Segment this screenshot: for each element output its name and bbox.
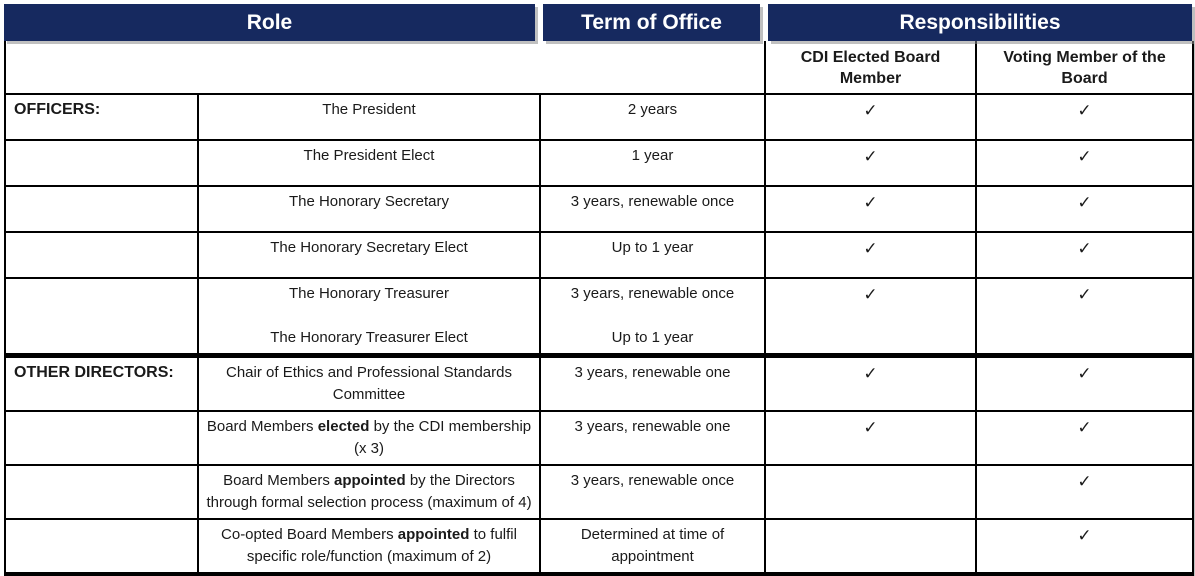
- cdi-elected-check-cell: ✓: [765, 278, 976, 356]
- term-cell: Determined at time of appointment: [540, 519, 765, 574]
- term-cell: 3 years, renewable once: [540, 186, 765, 232]
- cdi-elected-check-cell: ✓: [765, 94, 976, 140]
- voting-member-check-cell: ✓: [976, 411, 1193, 465]
- role-cell: The Honorary Treasurer The Honorary Treasurer Elect: [198, 278, 540, 356]
- header-term-of-office: Term of Office: [543, 4, 760, 41]
- term-cell: 2 years: [540, 94, 765, 140]
- cdi-elected-check-cell: ✓: [765, 186, 976, 232]
- section-label-cell: OFFICERS:: [5, 94, 198, 140]
- header-role: Role: [4, 4, 535, 41]
- voting-member-check-cell: ✓: [976, 232, 1193, 278]
- voting-member-check-cell: ✓: [976, 356, 1193, 412]
- role-cell: The Honorary Secretary Elect: [198, 232, 540, 278]
- table-row: [5, 94, 1193, 140]
- section-label-cell: OTHER DIRECTORS:: [5, 356, 198, 412]
- subheader-empty-cell: [5, 41, 765, 94]
- role-cell: Board Members elected by the CDI membership (x 3): [198, 411, 540, 465]
- section-label-cell: [5, 232, 198, 278]
- table-row: [5, 519, 1193, 574]
- table-row: [5, 140, 1193, 186]
- term-cell: Up to 1 year: [540, 232, 765, 278]
- cdi-elected-check-cell: ✓: [765, 232, 976, 278]
- table-row: [5, 186, 1193, 232]
- term-cell: 3 years, renewable one: [540, 356, 765, 412]
- voting-member-check-cell: ✓: [976, 94, 1193, 140]
- subheader-row: [5, 41, 1193, 94]
- voting-member-check-cell: ✓: [976, 519, 1193, 574]
- cdi-elected-check-cell: ✓: [765, 356, 976, 412]
- table-header-band: [4, 4, 1192, 41]
- voting-member-check-cell: ✓: [976, 465, 1193, 519]
- subheader-cdi-elected: CDI Elected Board Member: [765, 41, 976, 94]
- term-cell: 3 years, renewable one: [540, 411, 765, 465]
- table-row: [5, 232, 1193, 278]
- table-row: [5, 411, 1193, 465]
- cdi-elected-check-cell: [765, 519, 976, 574]
- role-cell: The President: [198, 94, 540, 140]
- role-cell: The President Elect: [198, 140, 540, 186]
- role-cell: Co-opted Board Members appointed to fulfil specific role/function (maximum of 2): [198, 519, 540, 574]
- subheader-voting-member: Voting Member of the Board: [976, 41, 1193, 94]
- cdi-elected-check-cell: ✓: [765, 411, 976, 465]
- section-label-cell: [5, 411, 198, 465]
- header-responsibilities: Responsibilities: [768, 4, 1192, 41]
- table-row: [5, 356, 1193, 412]
- voting-member-check-cell: ✓: [976, 278, 1193, 356]
- cdi-elected-check-cell: ✓: [765, 140, 976, 186]
- section-label-cell: [5, 186, 198, 232]
- term-cell: 3 years, renewable once: [540, 465, 765, 519]
- table-row: [5, 465, 1193, 519]
- role-cell: Chair of Ethics and Professional Standards Committee: [198, 356, 540, 412]
- section-label-cell: [5, 278, 198, 356]
- term-cell: 3 years, renewable once Up to 1 year: [540, 278, 765, 356]
- role-cell: The Honorary Secretary: [198, 186, 540, 232]
- role-cell: Board Members appointed by the Directors through formal selection process (maximum of 4): [198, 465, 540, 519]
- voting-member-check-cell: ✓: [976, 186, 1193, 232]
- voting-member-check-cell: ✓: [976, 140, 1193, 186]
- section-label-cell: [5, 140, 198, 186]
- term-cell: 1 year: [540, 140, 765, 186]
- board-roles-table: [4, 41, 1194, 576]
- section-label-cell: [5, 519, 198, 574]
- cdi-elected-check-cell: [765, 465, 976, 519]
- section-label-cell: [5, 465, 198, 519]
- table-row: [5, 278, 1193, 356]
